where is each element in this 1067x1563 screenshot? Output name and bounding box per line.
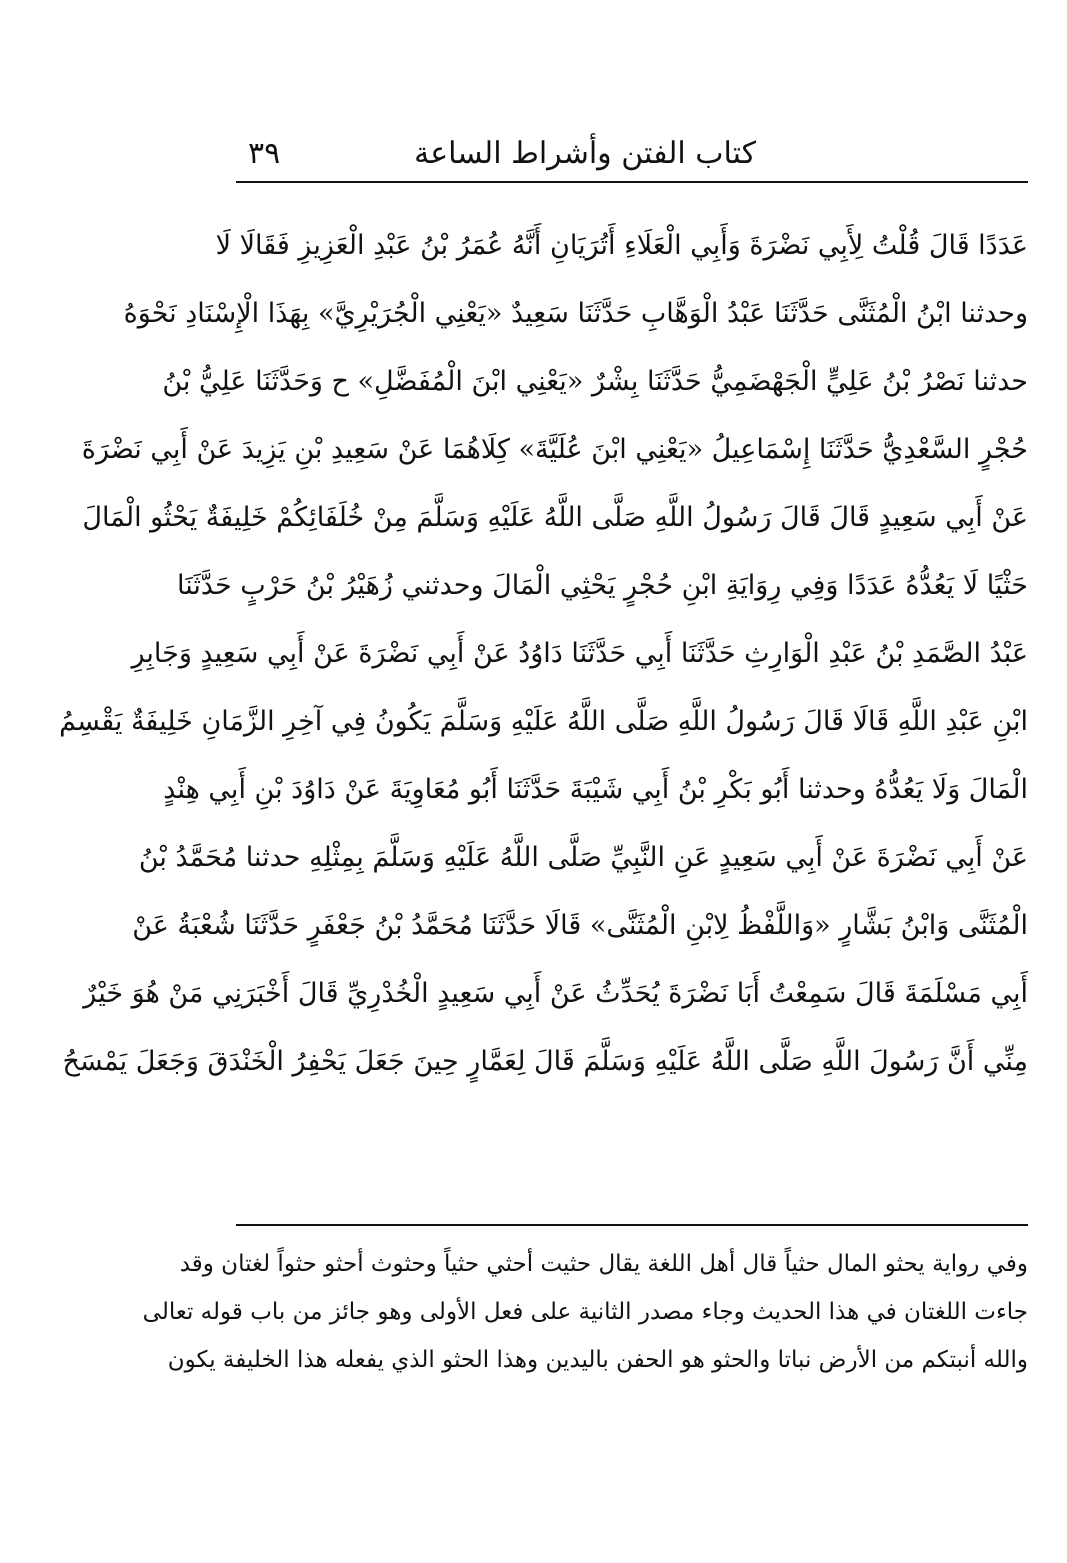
text-line: أَبِي مَسْلَمَةَ قَالَ سَمِعْتُ أَبَا نَضْرَةَ يُحَدِّثُ عَنْ أَبِي سَعِيدٍ الْخُدْرِيِّ قَالَ أَخْبَرَنِي مَنْ هُوَ خَيْرٌ: [83, 978, 1028, 1009]
header-rule: [236, 181, 1028, 183]
footnote-line: وفي رواية يحثو المال حثياً قال أهل اللغة يقال حثيت أحثي حثياً وحثوث أحثو حثواً لغتان وقد: [179, 1251, 1028, 1277]
page-number: ٣٩: [248, 136, 281, 171]
footnote-line: جاءت اللغتان في هذا الحديث وجاء مصدر الثانية على فعل الأولى وهو جائز من باب قوله تعالى: [142, 1299, 1028, 1325]
text-line: حَثْيًا لَا يَعُدُّهُ عَدَدًا وَفِي رِوَايَةِ ابْنِ حُجْرٍ يَحْثِي الْمَالَ وحدثني زُهَيْرُ بْنُ حَرْبٍ حَدَّثَنَا: [176, 570, 1028, 601]
text-line: عَدَدًا قَالَ قُلْتُ لِأَبِي نَضْرَةَ وَأَبِي الْعَلَاءِ أَتُرَيَانِ أَنَّهُ عُمَرُ بْنُ عَبْدِ الْعَزِيزِ فَقَالَا لَا: [215, 230, 1028, 261]
text-line: مِنِّي أَنَّ رَسُولَ اللَّهِ صَلَّى اللَّهُ عَلَيْهِ وَسَلَّمَ قَالَ لِعَمَّارٍ حِينَ جَعَلَ يَحْفِرُ الْخَنْدَقَ وَجَعَلَ يَمْسَحُ: [62, 1046, 1028, 1077]
main-text: [59, 212, 1028, 1096]
text-line: وحدثنا ابْنُ الْمُثَنَّى حَدَّثَنَا عَبْدُ الْوَهَّابِ حَدَّثَنَا سَعِيدٌ «يَعْنِي الْجُرَيْرِيَّ» بِهَذَا الْإِسْنَادِ نَحْوَهُ: [123, 298, 1028, 329]
text-line: الْمُثَنَّى وَابْنُ بَشَّارٍ «وَاللَّفْظُ لِابْنِ الْمُثَنَّى» قَالَا حَدَّثَنَا مُحَمَّدُ بْنُ جَعْفَرٍ حَدَّثَنَا شُعْبَةُ عَنْ: [132, 910, 1028, 941]
footnote-rule: [236, 1224, 1028, 1226]
text-line: عَبْدُ الصَّمَدِ بْنُ عَبْدِ الْوَارِثِ حَدَّثَنَا أَبِي حَدَّثَنَا دَاوُدُ عَنْ أَبِي نَضْرَةَ عَنْ أَبِي سَعِيدٍ وَجَابِرِ: [131, 638, 1028, 669]
text-line: الْمَالَ وَلَا يَعُدُّهُ وحدثنا أَبُو بَكْرِ بْنُ أَبِي شَيْبَةَ حَدَّثَنَا أَبُو مُعَاوِيَةَ عَنْ دَاوُدَ بْنِ أَبِي هِنْدٍ: [163, 774, 1028, 805]
footnotes: [142, 1240, 1028, 1384]
footnote-line: والله أنبتكم من الأرض نباتا والحثو هو الحفن باليدين وهذا الحثو الذي يفعله هذا الخليفة يكون: [167, 1347, 1028, 1373]
text-line: حدثنا نَصْرُ بْنُ عَلِيٍّ الْجَهْضَمِيُّ حَدَّثَنَا بِشْرٌ «يَعْنِي ابْنَ الْمُفَضَّلِ» ح وَحَدَّثَنَا عَلِيُّ بْنُ: [162, 366, 1028, 397]
text-line: ابْنِ عَبْدِ اللَّهِ قَالَا قَالَ رَسُولُ اللَّهِ صَلَّى اللَّهُ عَلَيْهِ وَسَلَّمَ يَكُونُ فِي آخِرِ الزَّمَانِ خَلِيفَةٌ يَقْسِمُ: [59, 706, 1028, 737]
page-header: [238, 132, 1028, 176]
text-line: حُجْرٍ السَّعْدِيُّ حَدَّثَنَا إِسْمَاعِيلُ «يَعْنِي ابْنَ عُلَيَّةَ» كِلَاهُمَا عَنْ سَعِيدِ بْنِ يَزِيدَ عَنْ أَبِي نَضْرَةَ: [81, 434, 1028, 465]
text-line: عَنْ أَبِي نَضْرَةَ عَنْ أَبِي سَعِيدٍ عَنِ النَّبِيِّ صَلَّى اللَّهُ عَلَيْهِ وَسَلَّمَ بِمِثْلِهِ حدثنا مُحَمَّدُ بْنُ: [138, 842, 1028, 873]
text-line: عَنْ أَبِي سَعِيدٍ قَالَ قَالَ رَسُولُ اللَّهِ صَلَّى اللَّهُ عَلَيْهِ وَسَلَّمَ مِنْ خُلَفَائِكُمْ خَلِيفَةٌ يَحْثُو الْمَالَ: [82, 502, 1028, 533]
running-title: كتاب الفتن وأشراط الساعة: [414, 136, 756, 171]
